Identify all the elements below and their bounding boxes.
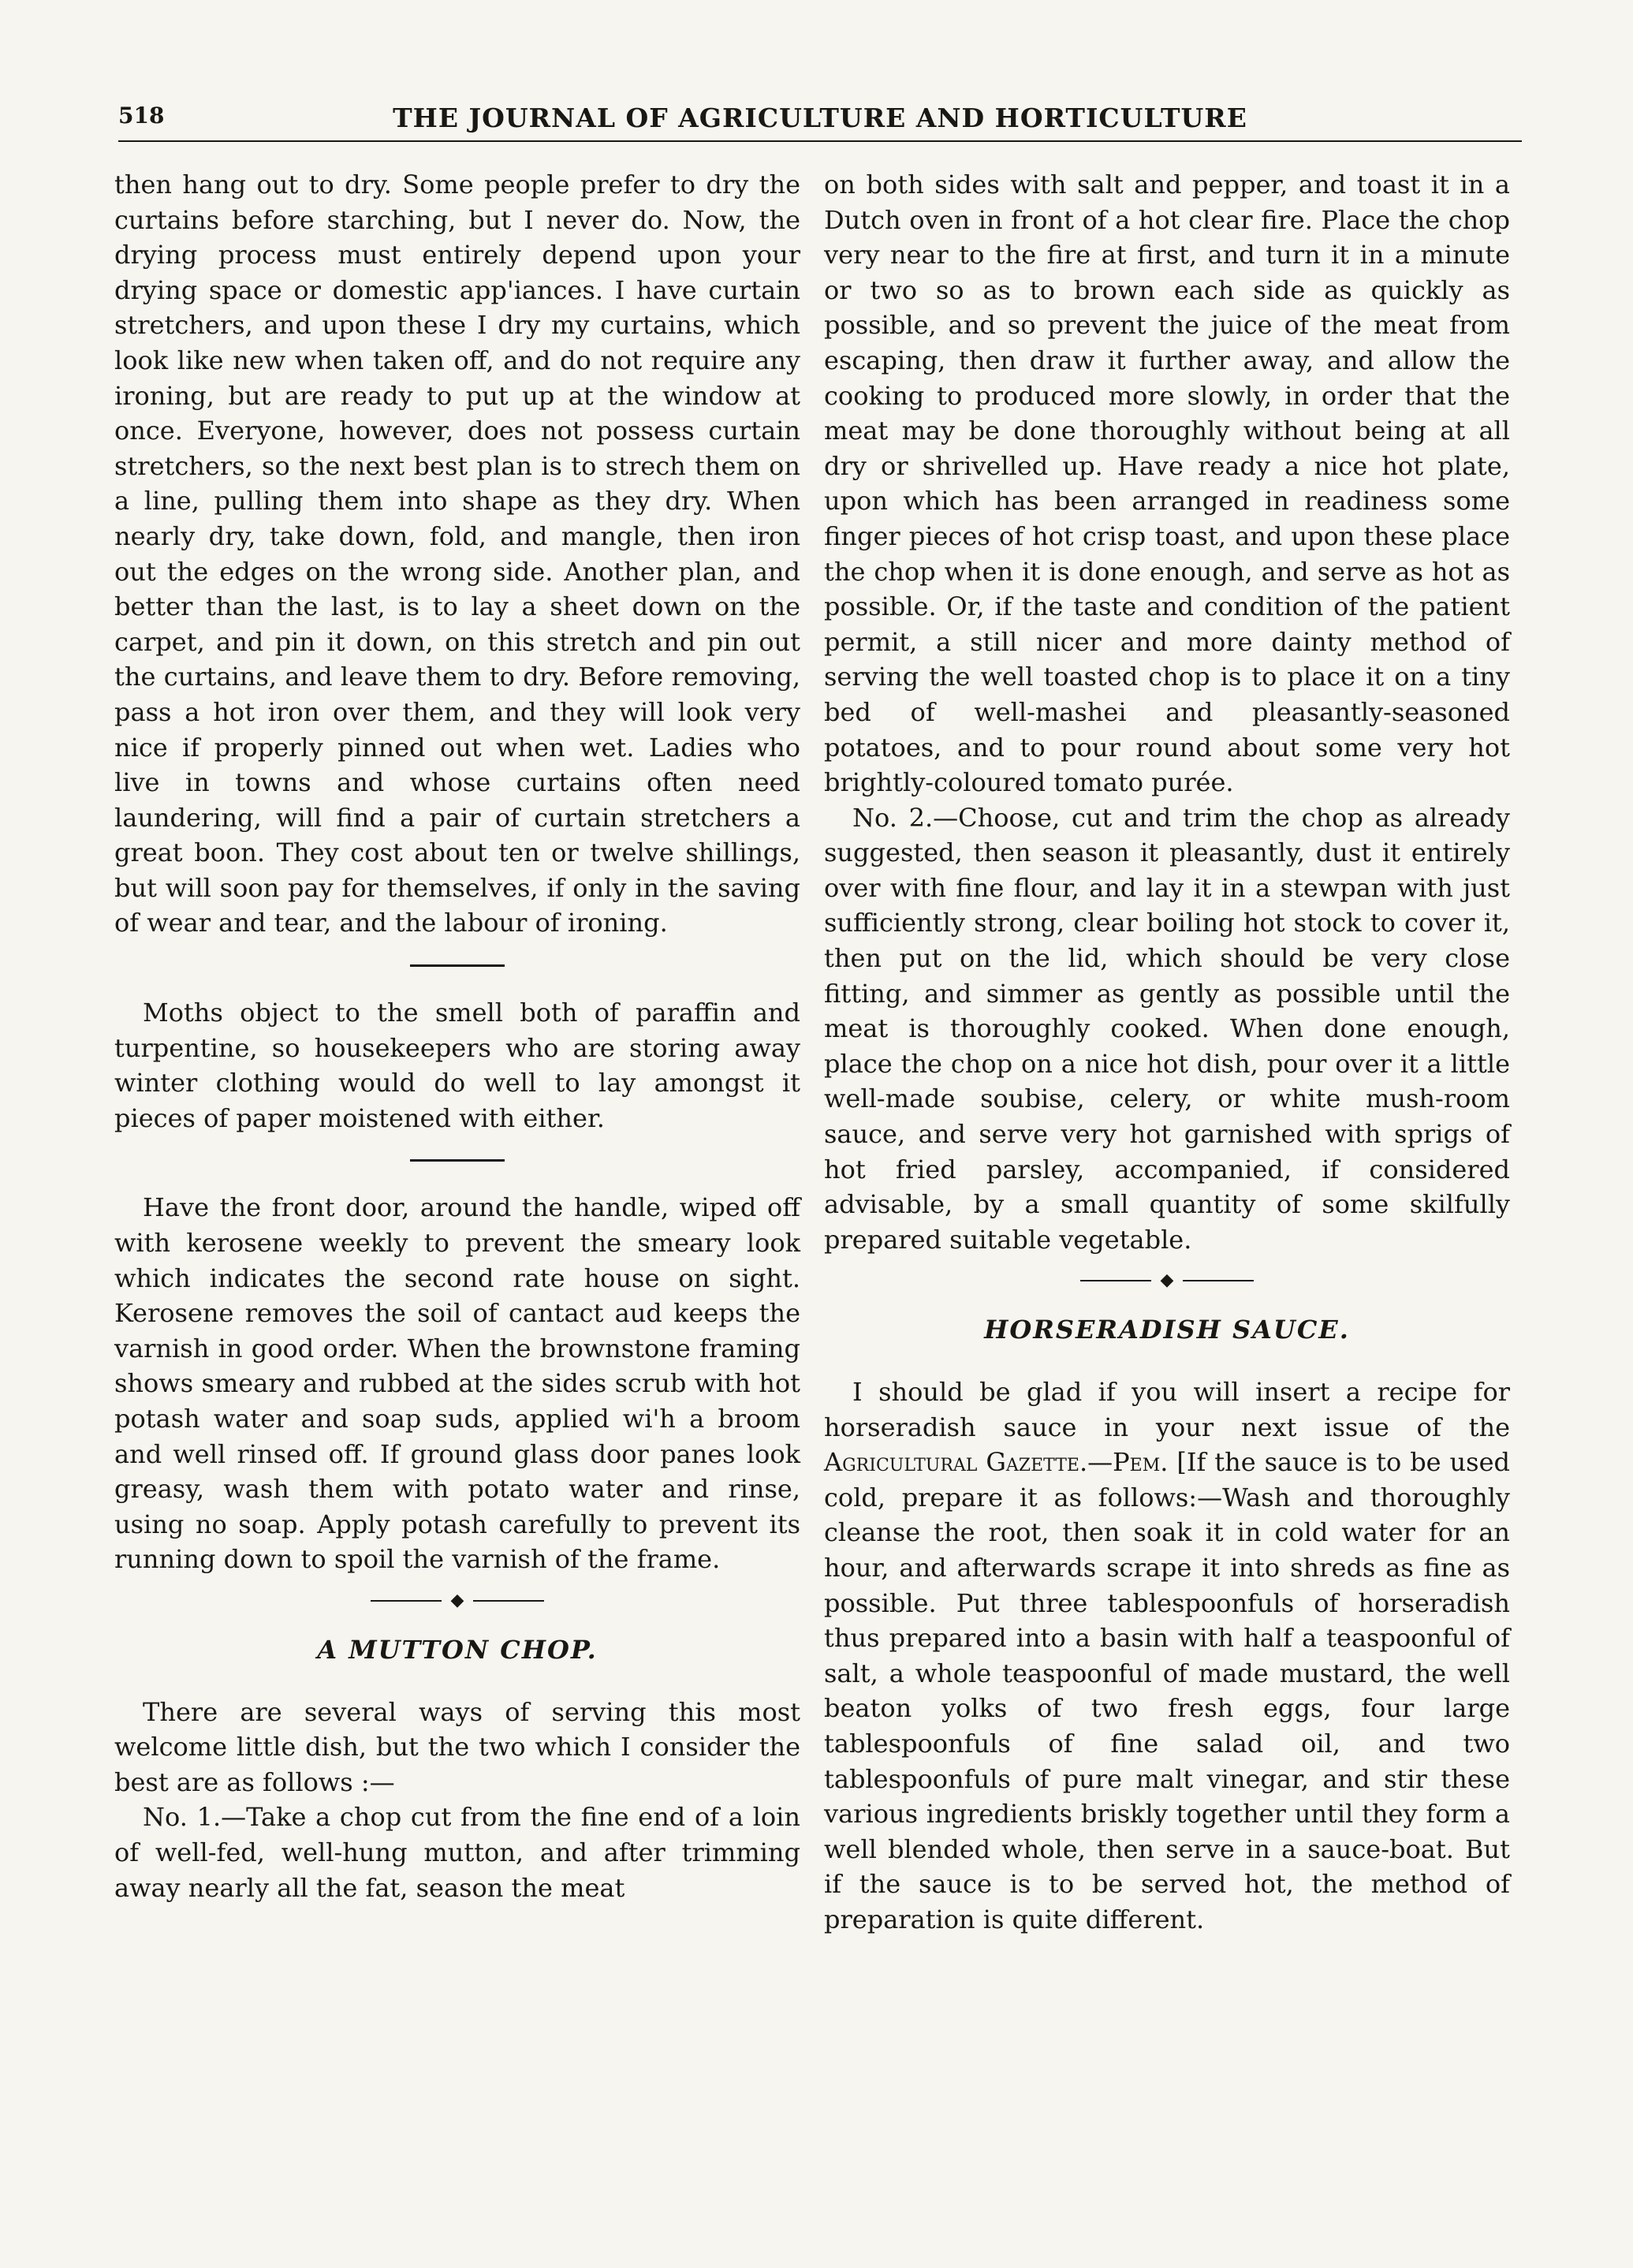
horseradish-sauce-title: HORSERADISH SAUCE. bbox=[984, 1315, 1350, 1345]
section-divider bbox=[410, 1159, 505, 1162]
running-title: THE JOURNAL OF AGRICULTURE AND HORTICULTURE bbox=[393, 103, 1247, 133]
mutton-chop-title: A MUTTON CHOP. bbox=[317, 1634, 598, 1665]
horseradish-sauce-paragraph bbox=[824, 1375, 1510, 1938]
page-number: 518 bbox=[118, 103, 165, 129]
ornament-line bbox=[473, 1600, 544, 1602]
gazette-name: Agricultural Gazette. bbox=[824, 1447, 1088, 1478]
ornament-divider bbox=[824, 1270, 1510, 1291]
signature-dash: — bbox=[1087, 1447, 1113, 1478]
curtain-drying-paragraph: then hang out to dry. Some people prefer to dry the curtains before starching, but I never do. Now, the drying process must entirely depend upon your drying space or domestic app'iances. I have curtain stretchers, and upon these I dry my curtains, which look like new when taken off, and do not require any ironing, but are ready to put up at the window at once. Everyone, however, does not possess curtain stretchers, so the next best plan is to strech them on a line, pulling them into shape as they dry. When nearly dry, take down, fold, and mangle, then iron out the edges on the wrong side. Another plan, and better than the last, is to lay a sheet down on the carpet, and pin it down, on this stretch and pin out the curtains, and leave them to dry. Before removing, pass a hot iron over them, and they will look very nice if properly pinned out when wet. Ladies who live in towns and whose curtains often need laundering, will find a pair of curtain stretchers a great boon. They cost about ten or twelve shillings, but will soon pay for themselves, if only in the saving of wear and tear, and the labour of ironing. bbox=[114, 170, 800, 938]
moths-paragraph: Moths object to the smell both of paraffin and turpentine, so housekeepers who are storing away winter clothing would do well to lay amongst it pieces of paper moistened with either. bbox=[114, 998, 800, 1133]
header-rule bbox=[118, 140, 1522, 142]
signature: Pem. bbox=[1113, 1447, 1169, 1478]
horseradish-request-text: I should be glad if you will insert a recipe for horseradish sauce in your next issue of the bbox=[824, 1377, 1510, 1442]
mutton-chop-method-1-continued: on both sides with salt and pepper, and toast it in a Dutch oven in front of a hot clear fire. Place the chop very near to the fire at first, and turn it in a minute or two so as to brown each side as quickly as possible, and so prevent the juice of the meat from escaping, then draw it further away, and allow the cooking to produced more slowly, in order that the meat may be done thoroughly without being at all dry or shrivelled up. Have ready a nice hot plate, upon which has been arranged in readiness some finger pieces of hot crisp toast, and upon these place the chop when it is done enough, and serve as hot as possible. Or, if the taste and condition of the patient permit, a still nicer and more dainty method of serving the well toasted chop is to place it on a tiny bed of well-mashei and pleasantly-seasoned potatoes, and to pour round about some very hot brightly-coloured tomato purée. bbox=[824, 170, 1510, 798]
front-door-paragraph: Have the front door, around the handle, wiped off with kerosene weekly to prevent the smeary look which indicates the second rate house on sight. Kerosene removes the soil of cantact aud keeps the varnish in good order. When the brownstone framing shows smeary and rubbed at the sides scrub with hot potash water and soap suds, applied wi'h a broom and well rinsed off. If ground glass door panes look greasy, wash them with potato water and rinse, using no soap. Apply potash carefully to prevent its running down to spoil the varnish of the frame. bbox=[114, 1192, 800, 1575]
right-column bbox=[824, 167, 1510, 1938]
page-header bbox=[118, 93, 1522, 140]
section-divider bbox=[410, 964, 505, 967]
mutton-chop-intro: There are several ways of serving this most welcome little dish, but the two which I consider the best are as follows :— bbox=[114, 1696, 800, 1797]
ornament-line bbox=[371, 1600, 442, 1602]
ornament-divider bbox=[114, 1590, 800, 1610]
ornament-icon: ◆ bbox=[1160, 1270, 1174, 1291]
mutton-chop-method-2: No. 2.—Choose, cut and trim the chop as already suggested, then season it pleasantly, dust it entirely over with fine flour, and lay it in a stewpan with just sufficiently strong, clear boiling hot stock to cover it, then put on the lid, which should be very close fitting, and simmer as gently as possible until the meat is thoroughly cooked. When done enough, place the chop on a nice hot dish, pour over it a little well-made soubise, celery, or white mush-room sauce, and serve very hot garnished with sprigs of hot fried parsley, accompanied, if considered advisable, by a small quantity of some skilfully prepared suitable vegetable. bbox=[824, 802, 1510, 1255]
left-column bbox=[114, 167, 800, 1905]
ornament-line bbox=[1080, 1280, 1151, 1281]
mutton-chop-method-1: No. 1.—Take a chop cut from the fine end of a loin of well-fed, well-hung mutton, and after trimming away nearly all the fat, season the meat bbox=[114, 1802, 800, 1903]
ornament-line bbox=[1183, 1280, 1254, 1281]
horseradish-recipe-text: [If the sauce is to be used cold, prepare it as follows:—Wash and thoroughly cleanse the root, then soak it in cold water for an hour, and afterwards scrape it into shreds as fine as possible. Put three tablespoonfuls of horseradish thus prepared into a basin with half a teaspoonful of salt, a whole teaspoonful of made mustard, the well beaton yolks of two fresh eggs, four large tablespoonfuls of fine salad oil, and two tablespoonfuls of pure malt vinegar, and stir these various ingredients briskly together until they form a well blended whole, then serve in a sauce-boat. But if the sauce is to be served hot, the method of preparation is quite different. bbox=[824, 1447, 1511, 1934]
ornament-icon: ◆ bbox=[450, 1590, 464, 1610]
